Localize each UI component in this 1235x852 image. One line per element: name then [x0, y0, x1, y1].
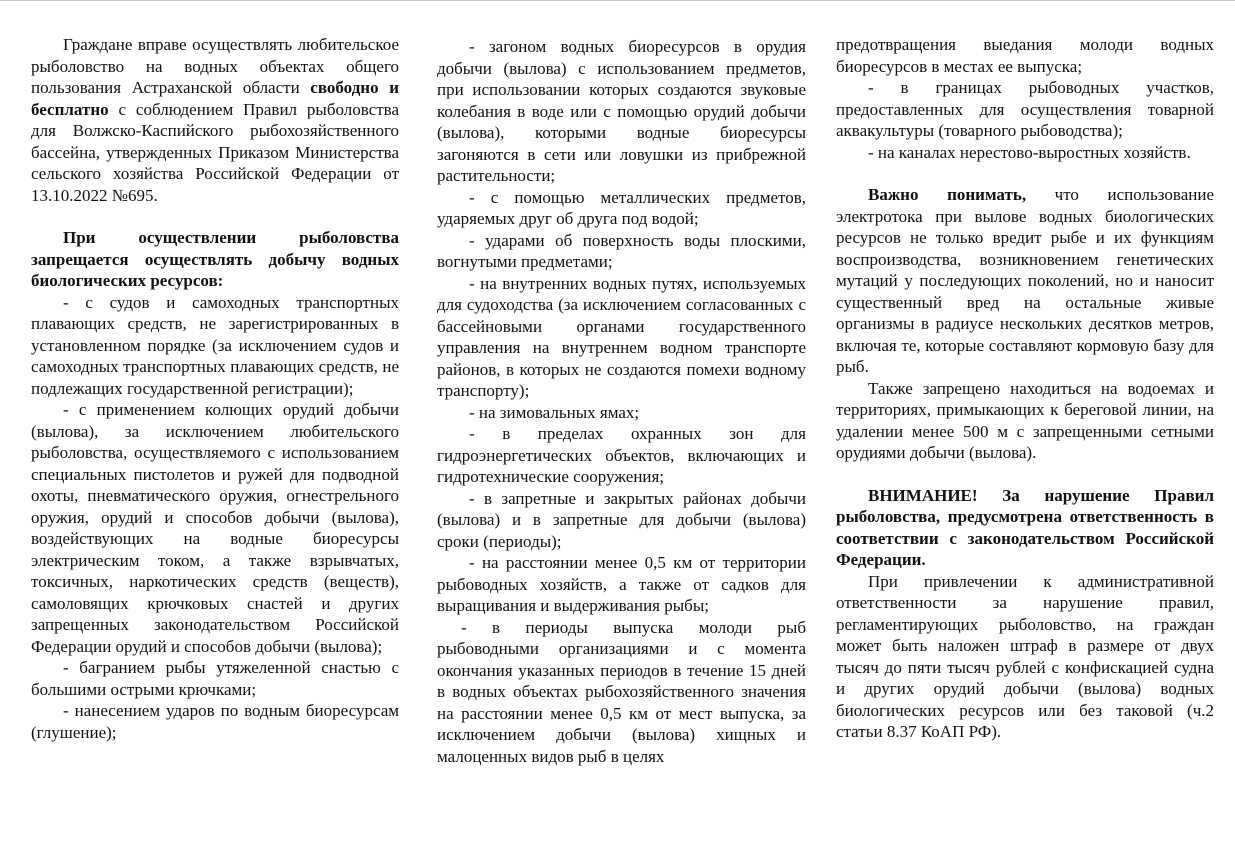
penalty-paragraph: При привлечении к административной ответственности за нарушение правил, регламентирующих рыболовство, на граждан может быть наложен штраф в размере от двух тысяч до пяти тысяч рублей с конфискацией судна и других орудий добычи (вылова) водных биологических ресурсов или без таковой (ч.2 статьи 8.37 КоАП РФ).	[836, 571, 1214, 741]
important-text: что использование электротока при вылове водных биологических ресурсов не только вредит рыбе и их функциям воспроизводства, возникновением генетических мутаций у последующих поколений, но и наносит существенный вред на остальные живые организмы в радиусе нескольких десятков метров, включая те, которые составляют кормовую базу для рыб.	[836, 185, 1214, 376]
list-item: - с судов и самоходных транспортных плавающих средств, не зарегистрированных в установленном порядке (за исключением судов и самоходных транспортных плавающих средств, не подлежащих государственной регистрации);	[31, 292, 399, 398]
intro-text-1: Граждане вправе осуществлять любительское рыболовство на водных объектах общего пользования Астраханской области	[31, 35, 399, 97]
intro-text-2: с соблюдением Правил рыболовства для Волжско-Каспийского рыбохозяйственного бассейна, утвержденных Приказом Министерства сельского хозяйства Российской Федерации от 13.10.2022 №695.	[31, 99, 399, 205]
list-item: - в пределах охранных зон для гидроэнергетических объектов, включающих и гидротехнические сооружения;	[437, 424, 806, 486]
list-item: - в периоды выпуска молоди рыб рыбоводными организациями и с момента окончания указанных периодов в течение 15 дней в водных объектах рыбохозяйственного значения на расстоянии менее 0,5 км от мест выпуска, за исключением добычи (вылова) хищных и малоценных видов рыб в целях	[437, 617, 806, 766]
list-item: - на внутренних водных путях, используемых для судоходства (за исключением согласованных с бассейновыми органами государственного управления на внутреннем водном транспорте районов, в которых не создаются помехи водному транспорту);	[437, 273, 806, 400]
list-item: - загоном водных биоресурсов в орудия добычи (вылова) с использованием предметов, при использовании которых создаются звуковые колебания в воде или с помощью орудий добычи (вылова), которыми водные биоресурсы загоняются в сети или ловушки из прибрежной растительности;	[437, 37, 806, 185]
intro-paragraph	[31, 34, 399, 206]
prohibited-heading	[31, 227, 399, 292]
important-paragraph	[836, 184, 1214, 378]
list-item: - нанесением ударов по водным биоресурсам (глушение);	[31, 701, 399, 742]
also-prohibited-paragraph: Также запрещено находиться на водоемах и территориях, примыкающих к береговой линии, на удалении менее 500 м с запрещенными сетными орудиями добычи (вылова).	[836, 378, 1214, 462]
column-middle	[437, 36, 806, 767]
list-item: - на расстоянии менее 0,5 км от территории рыбоводных хозяйств, а также от садков для выращивания и выдерживания рыбы;	[437, 553, 806, 615]
list-item: - на зимовальных ямах;	[469, 402, 640, 422]
prohibited-heading-text: При осуществлении рыболовства запрещается осуществлять добычу водных биологических ресурсов:	[31, 228, 399, 290]
list-item: - в запретные и закрытых районах добычи (вылова) и в запретные для добычи (вылова) сроки (периоды);	[437, 488, 806, 551]
intro-bold-text: свободно и бесплатно	[31, 78, 399, 119]
column-right	[836, 34, 1214, 743]
top-border	[0, 0, 1235, 1]
list-item: - на каналах нерестово-выростных хозяйств.	[868, 142, 1191, 162]
continuation-text: предотвращения выедания молоди водных биоресурсов в местах ее выпуска;	[836, 35, 1214, 76]
warning-text: ВНИМАНИЕ! За нарушение Правил рыболовства, предусмотрена ответственность в соответствии с законодательством Российской Федерации.	[836, 485, 1214, 569]
list-item: - с применением колющих орудий добычи (вылова), за исключением любительского рыболовства, осуществляемого с использованием специальных пистолетов и ружей для подводной охоты, пневматического оружия, огнестрельного оружия, орудий и способов добычи (вылова), воздействующих на водные биоресурсы электрическим током, а также взрывчатых, токсичных, наркотических средств (веществ), самоловящих крючковых снастей и других запрещенных законодательством Российской Федерации орудий и способов добычи (вылова);	[31, 400, 399, 656]
list-item: - ударами об поверхность воды плоскими, вогнутыми предметами;	[437, 230, 806, 271]
important-bold-text: Важно понимать,	[868, 185, 1027, 204]
list-item: - багранием рыбы утяжеленной снастью с большими острыми крючками;	[31, 658, 399, 699]
warning-paragraph	[836, 485, 1214, 571]
column-left	[31, 34, 399, 743]
list-item: - с помощью металлических предметов, ударяемых друг об друга под водой;	[437, 187, 806, 228]
list-item: - в границах рыбоводных участков, предоставленных для осуществления товарной аквакультуры (товарного рыбоводства);	[836, 78, 1214, 140]
